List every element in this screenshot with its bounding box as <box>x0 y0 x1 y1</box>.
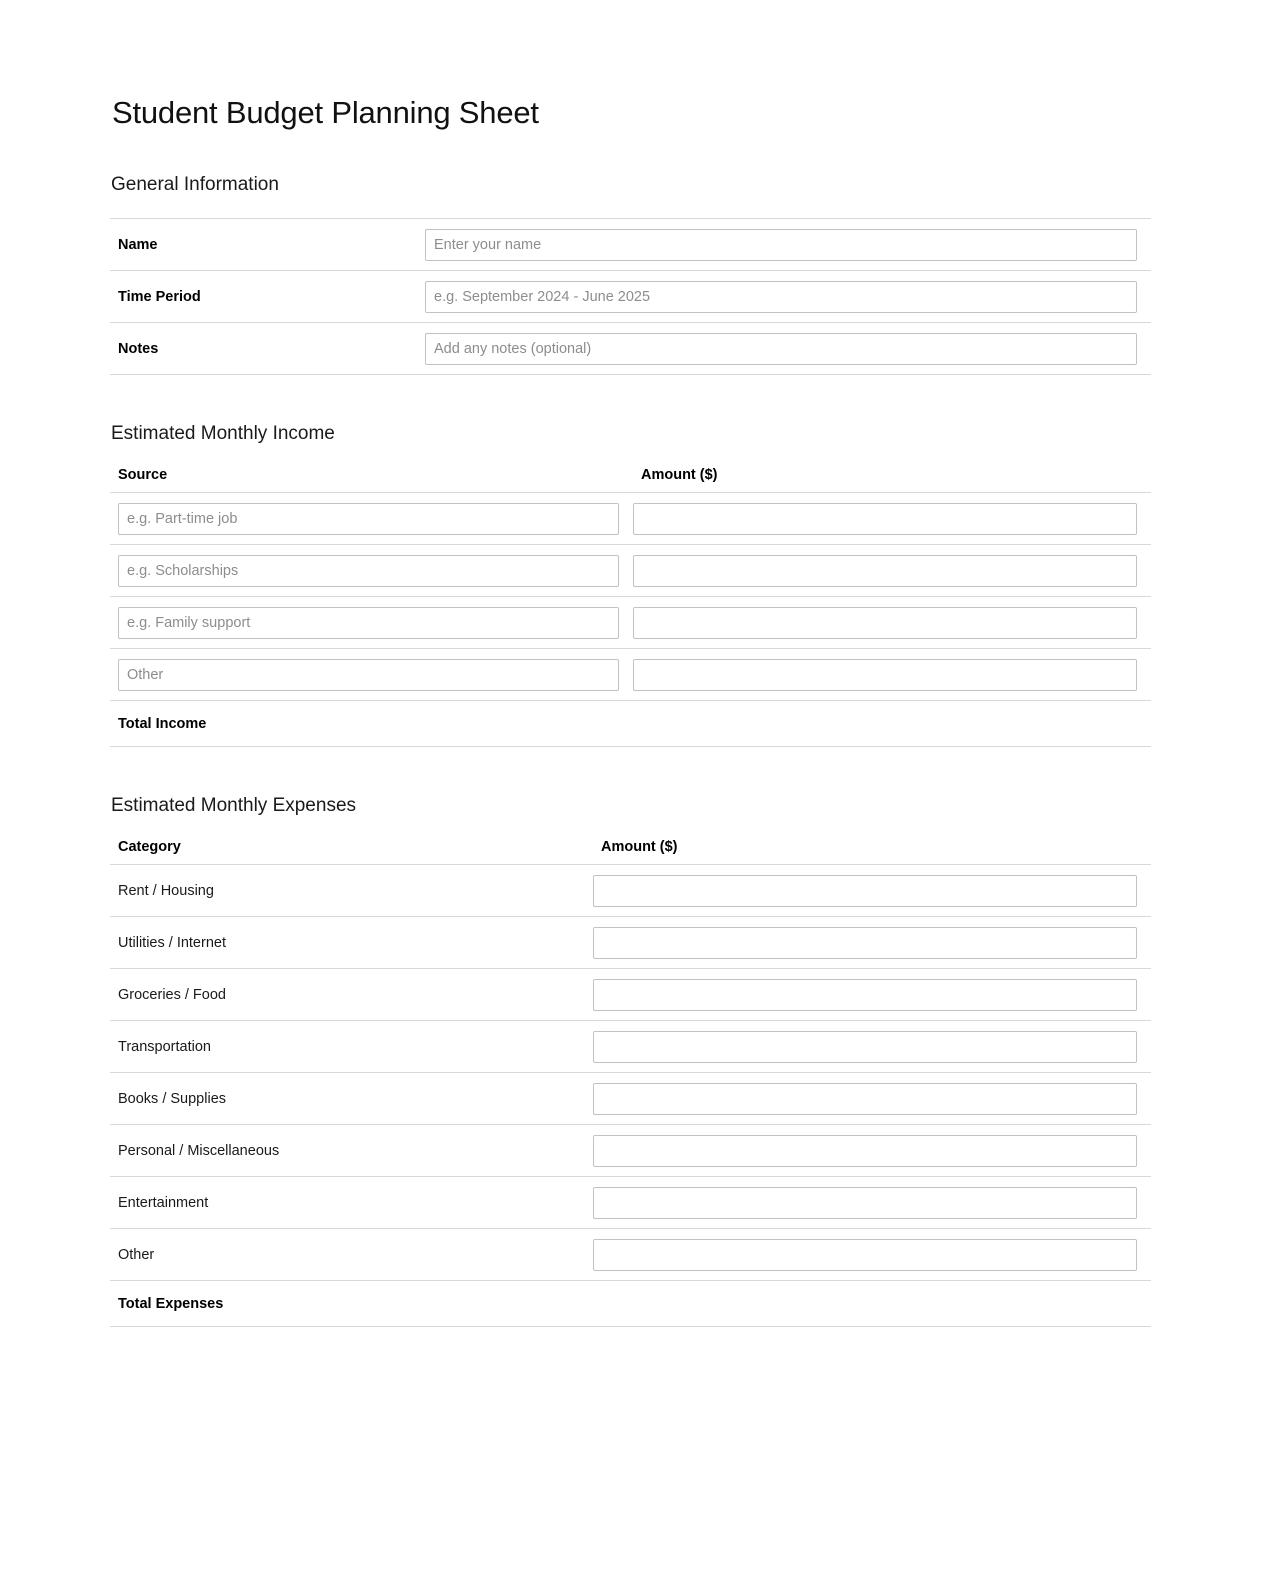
column-header-income-amount: Amount ($) <box>641 467 718 484</box>
table-row <box>110 219 1151 271</box>
expense-amount-input-groceries-food[interactable] <box>593 979 1137 1011</box>
expense-amount-input-other[interactable] <box>593 1239 1137 1271</box>
page-title: Student Budget Planning Sheet <box>112 95 539 130</box>
expense-category-label: Personal / Miscellaneous <box>110 1125 593 1177</box>
income-source-input-4[interactable] <box>118 659 619 691</box>
general-information-section <box>110 174 1151 375</box>
table-row <box>110 323 1151 375</box>
field-cell-notes <box>425 323 1151 375</box>
table-row <box>110 1177 1151 1229</box>
income-amount-cell <box>633 649 1151 701</box>
notes-input[interactable] <box>425 333 1137 365</box>
expense-category-label: Books / Supplies <box>110 1073 593 1125</box>
expense-amount-input-transportation[interactable] <box>593 1031 1137 1063</box>
table-row <box>110 1125 1151 1177</box>
table-row <box>110 493 1151 545</box>
expense-amount-cell <box>593 1021 1151 1073</box>
income-source-cell <box>110 493 633 545</box>
column-header-source: Source <box>118 467 168 484</box>
total-income-label: Total Income <box>110 701 633 747</box>
income-source-cell <box>110 597 633 649</box>
expense-category-label: Other <box>110 1229 593 1281</box>
income-source-cell <box>110 545 633 597</box>
expense-amount-cell <box>593 1177 1151 1229</box>
table-row <box>110 545 1151 597</box>
time-period-input[interactable] <box>425 281 1137 313</box>
expense-amount-cell <box>593 865 1151 917</box>
income-amount-input-3[interactable] <box>633 607 1137 639</box>
expense-amount-input-personal-miscellaneous[interactable] <box>593 1135 1137 1167</box>
table-header-row <box>110 467 1151 493</box>
field-label-time-period: Time Period <box>110 271 425 323</box>
field-label-name: Name <box>110 219 425 271</box>
income-heading: Estimated Monthly Income <box>111 423 335 445</box>
table-row <box>110 1021 1151 1073</box>
table-row <box>110 917 1151 969</box>
income-source-input-1[interactable] <box>118 503 619 535</box>
income-source-cell <box>110 649 633 701</box>
expense-category-label: Transportation <box>110 1021 593 1073</box>
income-source-input-2[interactable] <box>118 555 619 587</box>
expenses-table <box>110 839 1151 1327</box>
table-row <box>110 271 1151 323</box>
income-amount-input-2[interactable] <box>633 555 1137 587</box>
total-expenses-row <box>110 1281 1151 1327</box>
income-amount-cell <box>633 545 1151 597</box>
column-header-category: Category <box>118 839 181 856</box>
table-row <box>110 649 1151 701</box>
total-expenses-value <box>593 1281 1151 1327</box>
expense-amount-cell <box>593 1229 1151 1281</box>
field-cell-time-period <box>425 271 1151 323</box>
field-cell-name <box>425 219 1151 271</box>
expense-category-label: Rent / Housing <box>110 865 593 917</box>
expense-amount-input-books-supplies[interactable] <box>593 1083 1137 1115</box>
expenses-section <box>110 795 1151 1327</box>
field-label-notes: Notes <box>110 323 425 375</box>
expense-amount-cell <box>593 1073 1151 1125</box>
expenses-heading: Estimated Monthly Expenses <box>111 795 357 817</box>
name-input[interactable] <box>425 229 1137 261</box>
column-header-expense-amount: Amount ($) <box>601 839 678 856</box>
table-row <box>110 1073 1151 1125</box>
expense-amount-cell <box>593 969 1151 1021</box>
expense-category-label: Groceries / Food <box>110 969 593 1021</box>
expense-amount-input-entertainment[interactable] <box>593 1187 1137 1219</box>
expense-amount-cell <box>593 1125 1151 1177</box>
expense-amount-input-rent-housing[interactable] <box>593 875 1137 907</box>
total-expenses-label: Total Expenses <box>110 1281 593 1327</box>
table-row <box>110 969 1151 1021</box>
income-amount-cell <box>633 597 1151 649</box>
table-header-row <box>110 839 1151 865</box>
general-information-heading: General Information <box>111 174 279 196</box>
table-row <box>110 865 1151 917</box>
income-section <box>110 423 1151 747</box>
expense-amount-cell <box>593 917 1151 969</box>
income-amount-input-4[interactable] <box>633 659 1137 691</box>
income-amount-cell <box>633 493 1151 545</box>
table-row <box>110 1229 1151 1281</box>
expense-category-label: Utilities / Internet <box>110 917 593 969</box>
income-amount-input-1[interactable] <box>633 503 1137 535</box>
general-information-table <box>110 218 1151 375</box>
expense-category-label: Entertainment <box>110 1177 593 1229</box>
income-table <box>110 467 1151 747</box>
expense-amount-input-utilities-internet[interactable] <box>593 927 1137 959</box>
table-row <box>110 597 1151 649</box>
income-source-input-3[interactable] <box>118 607 619 639</box>
total-income-row <box>110 701 1151 747</box>
total-income-value <box>633 701 1151 747</box>
